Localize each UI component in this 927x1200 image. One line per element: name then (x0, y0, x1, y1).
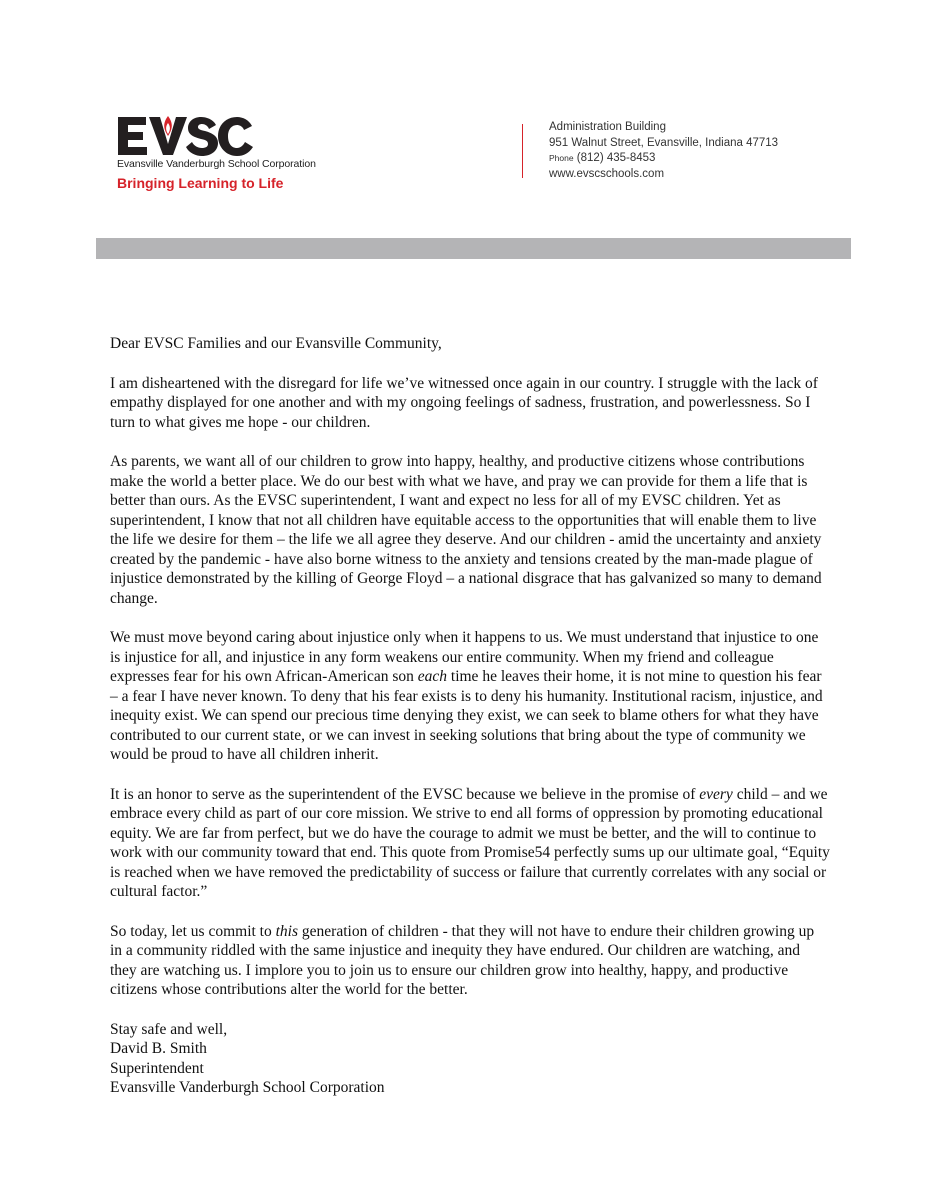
logo-tagline: Bringing Learning to Life (117, 175, 284, 191)
logo-organization-name: Evansville Vanderburgh School Corporation (117, 158, 316, 170)
address-street: 951 Walnut Street, Evansville, Indiana 47713 (549, 136, 779, 149)
phone-number: (812) 435-8453 (576, 152, 656, 164)
address-block (549, 120, 778, 182)
paragraph-5-emphasis: this (275, 922, 299, 940)
paragraph-3-part-a: We must move beyond caring about injustice only when it happens to us. We must understand that injustice to one is injustice for all, and injustice in any form weakens our entire community. When my friend and colleague expresses fear for his own African-American son (110, 629, 819, 685)
website-link[interactable]: www.evscschools.com (549, 167, 665, 180)
paragraph-3-emphasis: each (417, 668, 448, 685)
signer-title: Superintendent (110, 1059, 204, 1077)
paragraph-1: I am disheartened with the disregard for life we’ve witnessed once again in our country. I struggle with the lack of empathy displayed for one another and with my ongoing feelings of sadness, frustration, and powerlessness. So I turn to what gives me hope - our children. (110, 374, 818, 431)
header-band (96, 238, 851, 259)
signature-block (110, 1020, 830, 1098)
paragraph-4 (110, 785, 830, 902)
address-phone (549, 151, 778, 167)
paragraph-4-emphasis: every (699, 785, 733, 803)
paragraph-5-part-a: So today, let us commit to (110, 922, 276, 940)
signer-name: David B. Smith (110, 1040, 207, 1057)
paragraph-4-part-a: It is an honor to serve as the superintendent of the EVSC because we believe in the promise of (110, 785, 700, 803)
paragraph-5-part-b: generation of children - that they will not have to endure their children growing up in a community riddled with the same injustice and inequity they have endured. Our children are watching, and they are watching us. I implore you to join us to ensure our children grow into healthy, happy, and productive citizens whose contributions alter the world for the better. (110, 922, 815, 998)
salutation: Dear EVSC Families and our Evansville Community, (110, 335, 442, 352)
phone-label: Phone (549, 153, 574, 163)
closing: Stay safe and well, (110, 1020, 228, 1038)
paragraph-5 (110, 922, 830, 1000)
signer-organization: Evansville Vanderburgh School Corporation (110, 1079, 385, 1096)
letterhead-divider (522, 124, 523, 178)
paragraph-4-part-b: child – and we embrace every child as part of our core mission. We strive to end all forms of oppression by promoting educational equity. We are far from perfect, but we do have the courage to admit we must be better, and the will to continue to work with our community toward that end. This quote from Promise54 perfectly sums up our ultimate goal, “Equity is reached when we have removed the predictability of success or failure that currently correlates with any social or cultural factor.” (110, 785, 830, 900)
paragraph-2: As parents, we want all of our children to grow into happy, healthy, and productive citizens whose contributions make the world a better place. We do our best with what we have, and pray we can provide for them a life that is better than ours. As the EVSC superintendent, I want and expect no less for all of my EVSC children. Yet as superintendent, I know that not all children have equitable access to the opportunities that will enable them to live the life we desire for them – the life we all agree they deserve. And our children - amid the uncertainty and anxiety created by the pandemic - have also borne witness to the anxiety and tensions created by the man-made plague of injustice demonstrated by the killing of George Floyd – a national disgrace that has galvanized so many to demand change. (110, 453, 822, 607)
address-building: Administration Building (549, 121, 666, 133)
evsc-logo (116, 114, 284, 158)
letter-body (110, 334, 830, 1098)
paragraph-3 (110, 628, 830, 765)
paragraph-3-part-b: time he leaves their home, it is not mine to question his fear – a fear I have never known. To deny that his fear exists is to deny his humanity. Institutional racism, injustice, and inequity exist. We can spend our precious time denying they exist, we can seek to blame others for what they have contributed to our current state, or we can invest in seeking solutions that bring about the type of community we would be proud to have all children inherit. (110, 668, 823, 763)
letterhead (0, 0, 927, 240)
